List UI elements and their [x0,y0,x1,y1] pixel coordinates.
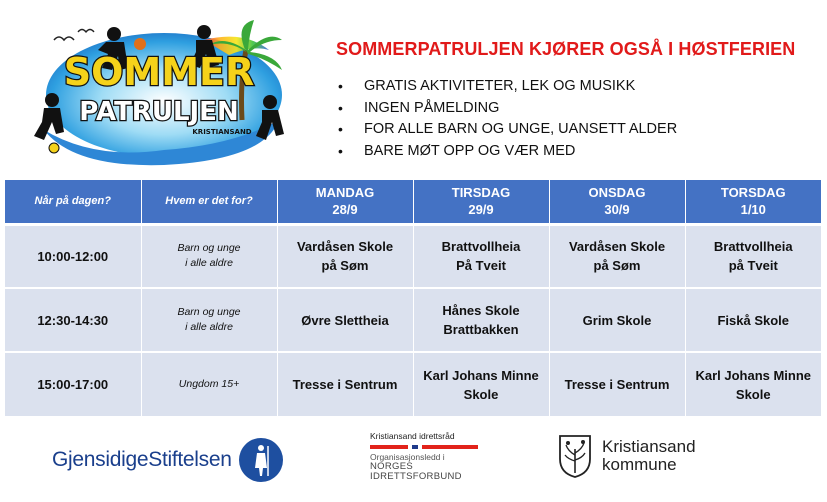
idrettsrad-title: Kristiansand idrettsråd [370,431,455,441]
bullet-item: • FOR ALLE BARN OG UNGE, UANSETT ALDER [338,119,677,141]
svg-text:PATRULJEN: PATRULJEN [79,97,239,127]
location-cell: Øvre Slettheia [277,288,413,352]
audience-cell: Barn og unge i alle aldre [141,224,277,288]
sommerpatruljen-logo [14,10,304,170]
bullet-item: • INGEN PÅMELDING [338,98,677,120]
location-cell: Grim Skole [549,288,685,352]
table-header-row [5,180,821,224]
location-cell: Vardåsen Skole på Søm [549,224,685,288]
location-cell: Hånes Skole Brattbakken [413,288,549,352]
gjensidige-wordmark: GjensidigeStiftelsen [52,448,232,471]
location-cell: Brattvollheia På Tveit [413,224,549,288]
time-cell: 12:30-14:30 [5,288,141,352]
schedule-table [5,180,821,416]
time-cell: 15:00-17:00 [5,352,141,416]
header-when: Når på dagen? [5,180,141,224]
location-cell: Karl Johans Minne Skole [685,352,821,416]
headline: SOMMERPATRULJEN KJØRER OGSÅ I HØSTFERIEN [336,39,796,59]
location-cell: Tresse i Sentrum [549,352,685,416]
kristiansand-kommune-logo [556,433,696,479]
location-cell: Fiskå Skole [685,288,821,352]
figure-badge-icon [239,438,283,482]
table-row [5,224,821,288]
nif-line1: NORGES [370,461,413,472]
audience-cell: Barn og unge i alle aldre [141,288,277,352]
header-day: TIRSDAG 29/9 [413,180,549,224]
tree-crest-icon [556,433,594,479]
bullet-item: • GRATIS AKTIVITETER, LEK OG MUSIKK [338,76,677,98]
location-cell: Tresse i Sentrum [277,352,413,416]
time-cell: 10:00-12:00 [5,224,141,288]
table-row [5,352,821,416]
nif-line2: IDRETTSFORBUND [370,471,462,482]
header-who: Hvem er det for? [141,180,277,224]
kommune-wordmark: Kristiansand kommune [602,437,696,474]
nif-org-text: Organisasjonsledd i [370,452,445,462]
svg-text:KRISTIANSAND: KRISTIANSAND [192,128,252,136]
header-day: TORSDAG 1/10 [685,180,821,224]
audience-cell: Ungdom 15+ [141,352,277,416]
bullet-item: • BARE MØT OPP OG VÆR MED [338,141,677,163]
location-cell: Brattvollheia på Tveit [685,224,821,288]
svg-text:SOMMER: SOMMER [63,50,255,94]
gjensidige-stiftelsen-logo [52,437,283,483]
info-bullet-list [338,76,677,162]
norway-flag-stripe [370,445,478,449]
location-cell: Karl Johans Minne Skole [413,352,549,416]
kristiansand-idrettsrad-logo [370,431,510,482]
header-day: ONSDAG 30/9 [549,180,685,224]
table-row [5,288,821,352]
header-day: MANDAG 28/9 [277,180,413,224]
location-cell: Vardåsen Skole på Søm [277,224,413,288]
